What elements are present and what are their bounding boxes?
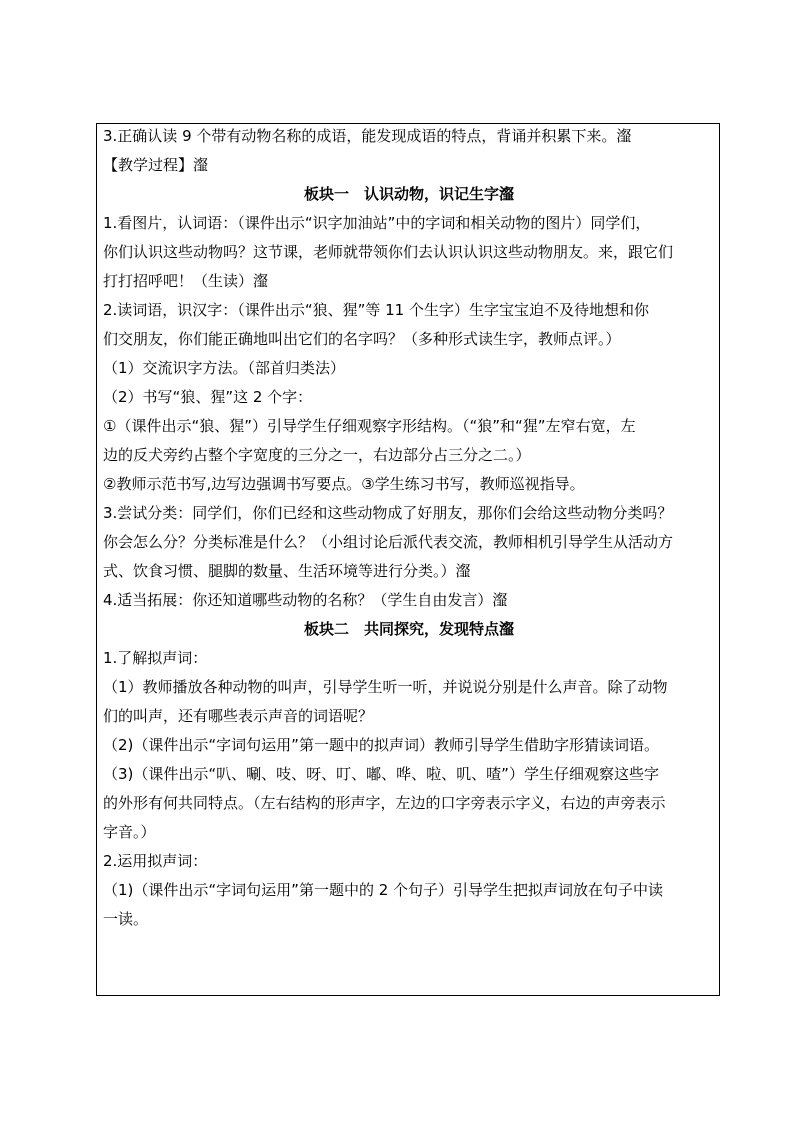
text-line: 边的反犬旁约占整个字宽度的三分之一，右边部分占三分之二。） xyxy=(103,446,531,464)
text-line: （1)（课件出示“字词句运用”第一题中的 2 个句子）引导学生把拟声词放在句子中读 xyxy=(103,881,664,899)
text-line: 3.正确认读 9 个带有动物名称的成语，能发现成语的特点，背诵并积累下来。瀣 xyxy=(103,127,632,145)
text-line: 你会怎么分？分类标准是什么？（小组讨论后派代表交流，教师相机引导学生从活动方 xyxy=(103,533,674,551)
document-body xyxy=(103,126,715,938)
text-line: 的外形有何共同特点。（左右结构的形声字，左边的口字旁表示字义，右边的声旁表示 xyxy=(103,794,666,812)
text-line: （3)（课件出示“叭、唰、吱、呀、叮、嘟、哗、啦、叽、喳”）学生仔细观察这些字 xyxy=(103,765,659,783)
text-line: 1.了解拟声词： xyxy=(103,649,208,667)
text-line: （2)（课件出示“字词句运用”第一题中的拟声词）教师引导学生借助字形猜读词语。 xyxy=(103,736,659,754)
text-line: 式、饮食习惯、腿脚的数量、生活环境等进行分类。）瀣 xyxy=(103,562,471,580)
text-line: ②教师示范书写,边写边强调书写要点。③学生练习书写，教师巡视指导。 xyxy=(103,475,585,493)
text-line: 们的叫声，还有哪些表示声音的词语呢？ xyxy=(103,707,374,725)
text-line: 4.适当拓展：你还知道哪些动物的名称？（学生自由发言）瀣 xyxy=(103,591,508,609)
text-line: 1.看图片，认词语：（课件出示“识字加油站”中的字词和相关动物的图片）同学们， xyxy=(103,214,651,232)
text-line: 一读。 xyxy=(103,910,149,928)
text-line: （2）书写“狼、猩”这 2 个字： xyxy=(103,388,313,406)
text-line: 2.读词语，识汉字：（课件出示“狼、猩”等 11 个生字）生字宝宝迫不及待地想和你 xyxy=(103,301,649,319)
text-line: 2.运用拟声词： xyxy=(103,852,208,870)
text-line: 你们认识这些动物吗？这节课，老师就带领你们去认识认识这些动物朋友。来，跟它们 xyxy=(103,243,674,261)
section-heading: 板块一 认识动物，识记生字瀣 xyxy=(303,185,514,203)
text-line: 【教学过程】瀣 xyxy=(103,156,209,174)
text-line: ①（课件出示“狼、猩”）引导学生仔细观察字形结构。（“狼”和“猩”左窄右宽，左 xyxy=(103,417,636,435)
text-line: 打打招呼吧！（生读）瀣 xyxy=(103,272,269,290)
section-heading: 板块二 共同探究，发现特点瀣 xyxy=(303,620,514,638)
text-line: 字音。） xyxy=(103,823,156,841)
text-line: （1）教师播放各种动物的叫声，引导学生听一听，并说说分别是什么声音。除了动物 xyxy=(103,678,668,696)
text-line: 3.尝试分类：同学们，你们已经和这些动物成了好朋友，那你们会给这些动物分类吗？ xyxy=(103,504,673,522)
text-line: （1）交流识字方法。（部首归类法） xyxy=(103,359,346,377)
text-line: 们交朋友，你们能正确地叫出它们的名字吗？（多种形式读生字，教师点评。） xyxy=(103,330,621,348)
